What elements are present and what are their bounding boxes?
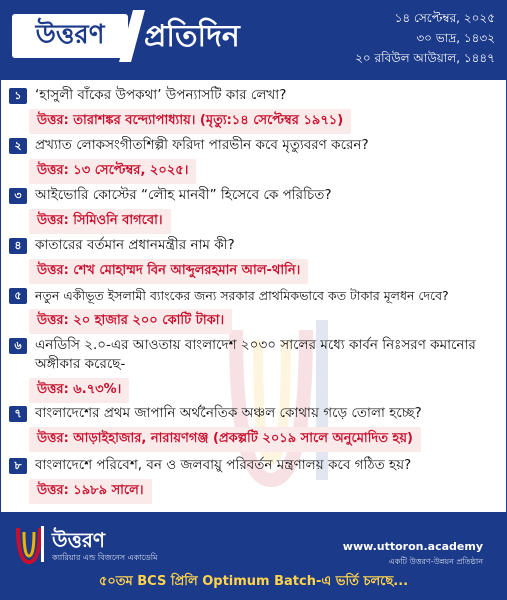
- website-link[interactable]: www.uttoron.academy: [342, 540, 483, 553]
- qa-item: [9, 186, 498, 234]
- question-text: কাতারের বর্তমান প্রধানমন্ত্রীর নাম কী?: [35, 237, 235, 253]
- footer-logo-name: উত্তরণ: [52, 528, 105, 552]
- question-text: প্রখ্যাত লোকসংগীতশিল্পী ফরিদা পারভীন কবে মৃত্যুবরণ করেন?: [35, 137, 369, 153]
- answer-text: উত্তর: ১৩ সেপ্টেম্বর, ২০২৫।: [29, 159, 196, 184]
- question-text: নতুন একীভূত ইসলামী ব্যাংকের জন্য সরকার প্রাথমিকভাবে কত টাকার মূলধন দেবে?: [35, 288, 449, 303]
- question-text: ‘হাসুলী বাঁকের উপকথা’ উপন্যাসটি কার লেখা?: [35, 87, 287, 103]
- qa-item: [9, 136, 498, 184]
- header-banner: [0, 0, 507, 80]
- qa-item: [9, 286, 498, 334]
- question-number: ১: [9, 88, 27, 104]
- question-text: বাংলাদেশে পরিবেশ, বন ও জলবায়ু পরিবর্তন মন্ত্রণালয় কবে গঠিত হয়?: [35, 457, 412, 473]
- footer-banner: [0, 512, 507, 600]
- qa-panel: [0, 80, 507, 512]
- website-tagline: একটি উত্তরণ-উন্নয়ন প্রতিষ্ঠান: [388, 557, 483, 566]
- brand-daily-title: প্রতিদিন: [144, 19, 240, 54]
- qa-item: [9, 236, 498, 284]
- answer-text: উত্তর: তারাশঙ্কর বন্দ্যোপাধ্যায়। (মৃত্যু:১৪ সেপ্টেম্বর ১৯৭১): [29, 109, 351, 134]
- uttoron-logo-icon: [12, 524, 46, 568]
- answer-text: উত্তর: ৬.৭৩%।: [29, 378, 129, 403]
- date-bangla: ৩০ ভাদ্র, ১৪৩২: [416, 31, 495, 45]
- answer-text: উত্তর: আড়াইহাজার, নারায়ণগঞ্জ (প্রকল্পটি ২০১৯ সালে অনুমোদিত হয়): [29, 427, 421, 452]
- question-text: বাংলাদেশের প্রথম জাপানি অর্থনৈতিক অঞ্চল কোথায় গড়ে তোলা হচ্ছে?: [35, 405, 422, 421]
- date-hijri: ২০ রবিউল আউয়াল, ১৪৪৭: [355, 51, 495, 65]
- brand-logo-text: উত্তরণ: [12, 14, 128, 58]
- question-text: আইভোরি কোস্টের “লৌহ মানবী” হিসেবে কে পরিচিত?: [35, 187, 332, 203]
- answer-text: উত্তর: ১৯৮৯ সালে।: [29, 479, 152, 504]
- answer-text: উত্তর: শেখ মোহাম্মদ বিন আব্দুলরহমান আল-থানি।: [29, 259, 308, 284]
- promo-banner: ৫০তম BCS প্রিলি Optimum Batch-এ ভর্তি চলছে...: [98, 574, 409, 589]
- question-number: ৭: [9, 406, 27, 422]
- question-number: ৩: [9, 188, 27, 204]
- question-text: এনডিসি ২.০-এর আওতায় বাংলাদেশ ২০৩০ সালের মধ্যে কার্বন নিঃসরণ কমানোর অঙ্গীকার করেছে-: [35, 337, 476, 372]
- date-gregorian: ১৪ সেপ্টেম্বর, ২০২৫: [394, 11, 495, 25]
- answer-text: উত্তর: ২০ হাজার ২০০ কোটি টাকা।: [29, 309, 232, 334]
- question-number: ৪: [9, 238, 27, 254]
- qa-item: [9, 404, 498, 452]
- question-number: ২: [9, 138, 27, 154]
- question-number: ৮: [9, 458, 27, 474]
- question-number: ৫: [9, 288, 27, 304]
- qa-item: [9, 86, 498, 134]
- question-number: ৬: [9, 338, 27, 354]
- qa-item: [9, 456, 498, 504]
- footer-logo-tagline: ক্যারিয়ার এন্ড বিজনেস একাডেমি: [52, 553, 158, 562]
- qa-item: [9, 336, 498, 403]
- date-block: [355, 8, 495, 68]
- answer-text: উত্তর: সিমিওনি বাগবো।: [29, 209, 171, 234]
